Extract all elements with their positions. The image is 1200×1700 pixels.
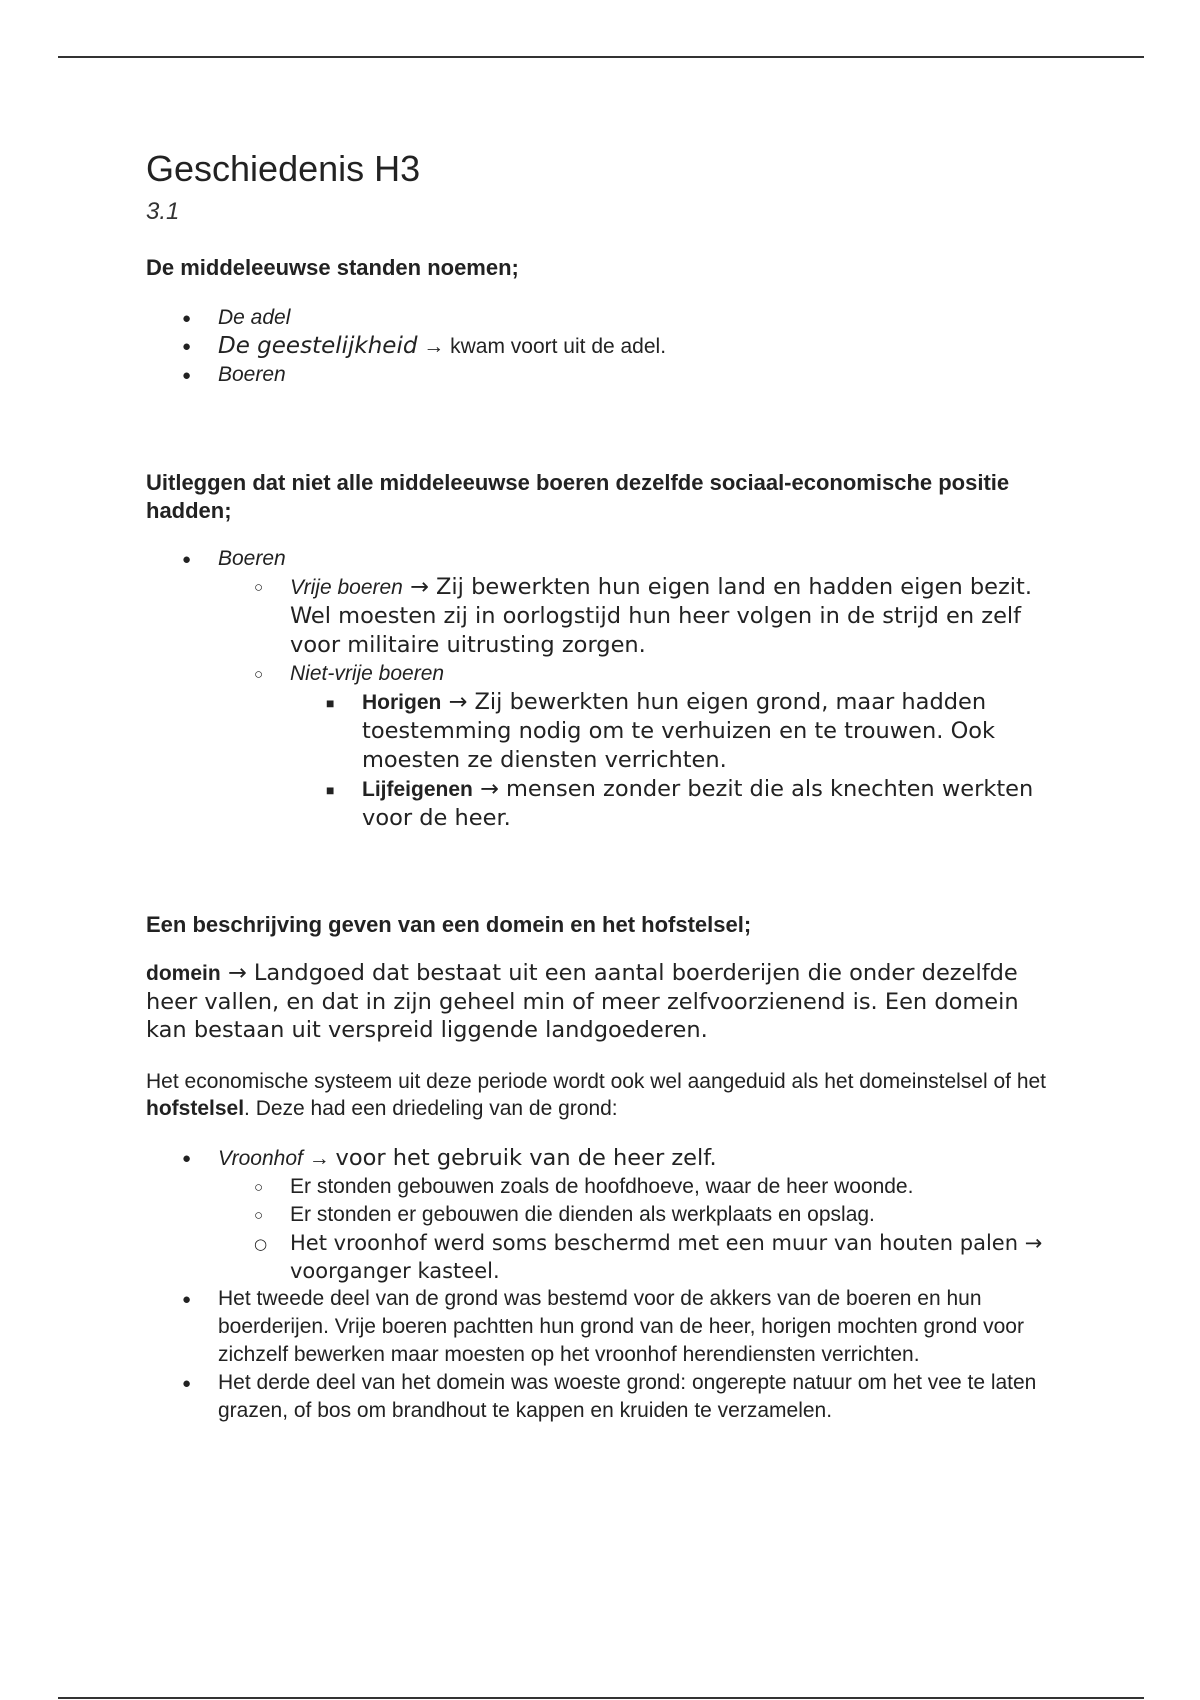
list-item: ● Boeren ○ Vrije boeren → Zij bewerkten hun eigen land en hadden eigen bezit. Wel moesten zij in oorlogstijd hun heer volgen in de strijd en zelf voor militaire uitrusting zorgen. ○ Niet-vrije boeren ■ Horigen → Zij bewerkten hun eigen grond, maar hadden toestemming nodig om te verhuizen en te trouwen. Ook moesten ze diensten verrichten. ■ Lijfeigenen → mensen zonder bezit die als knechten werkten voor de heer. [146,545,1066,833]
hofstelsel-paragraph: Het economische systeem uit deze periode wordt ook wel aangeduid als het domeinstelsel of het hofstelsel. Deze had een driedeling van de grond: [146,1070,1047,1120]
list-item: ○ Vrije boeren → Zij bewerkten hun eigen land en hadden eigen bezit. Wel moesten zij in oorlogstijd hun heer volgen in de strijd en zelf voor militaire uitrusting zorgen. [218,573,1066,660]
vroonhof-sublist [218,1173,1066,1285]
standen-list [146,304,1066,389]
document-body [146,140,1066,1425]
list-item: ■ Lijfeigenen → mensen zonder bezit die als knechten werkten voor de heer. [290,775,1066,833]
list-item: ● Het derde deel van het domein was woeste grond: ongerepte natuur om het vee te laten grazen, of bos om brandhout te kappen en kruiden te verzamelen. [146,1369,1066,1425]
list-item: ● De adel [146,304,1066,332]
list-item: ■ Horigen → Zij bewerkten hun eigen grond, maar hadden toestemming nodig om te verhuizen en te trouwen. Ook moesten ze diensten verrichten. [290,688,1066,775]
list-item: ● Vroonhof → voor het gebruik van de heer zelf. ○ Er stonden gebouwen zoals de hoofdhoeve, waar de heer woonde. ○ Er stonden er gebouwen die dienden als werkplaats en opslag. ○ Het vroonhof werd soms beschermd met een muur van houten palen → voorganger kasteel. [146,1144,1066,1285]
section-number: 3.1 [146,198,180,225]
top-rule [58,56,1144,58]
list-item: ○ Het vroonhof werd soms beschermd met een muur van houten palen → voorganger kasteel. [218,1229,1066,1285]
document-title: Geschiedenis H3 [146,148,421,189]
domein-definition: domein → Landgoed dat bestaat uit een aantal boerderijen die onder dezelfde heer vallen, en dat in zijn geheel min of meer zelfvoorzienend is. Een domein kan bestaan uit verspreid liggende landgoederen. [146,960,1019,1043]
niet-vrije-sublist [290,688,1066,833]
list-item: ● De geestelijkheid → kwam voort uit de adel. [146,332,1066,361]
list-item: ● Boeren [146,361,1066,389]
heading-domein: Een beschrijving geven van een domein en het hofstelsel; [146,912,752,937]
list-item: ● Het tweede deel van de grond was bestemd voor de akkers van de boeren en hun boerderijen. Vrije boeren pachtten hun grond van de heer, horigen mochten grond voor zichzelf bewerken maar moesten op het vroonhof herendiensten verrichten. [146,1285,1066,1369]
list-item: ○ Er stonden gebouwen zoals de hoofdhoeve, waar de heer woonde. [218,1173,1066,1201]
bottom-rule [58,1697,1144,1699]
list-item: ○ Er stonden er gebouwen die dienden als werkplaats en opslag. [218,1201,1066,1229]
heading-standen: De middeleeuwse standen noemen; [146,255,519,280]
heading-boeren: Uitleggen dat niet alle middeleeuwse boeren dezelfde sociaal-economische positie hadden; [146,470,1010,523]
boeren-sublist [218,573,1066,833]
list-item: ○ Niet-vrije boeren ■ Horigen → Zij bewerkten hun eigen grond, maar hadden toestemming nodig om te verhuizen en te trouwen. Ook moesten ze diensten verrichten. ■ Lijfeigenen → mensen zonder bezit die als knechten werkten voor de heer. [218,660,1066,833]
driedeling-list [146,1144,1066,1425]
boeren-list [146,545,1066,833]
